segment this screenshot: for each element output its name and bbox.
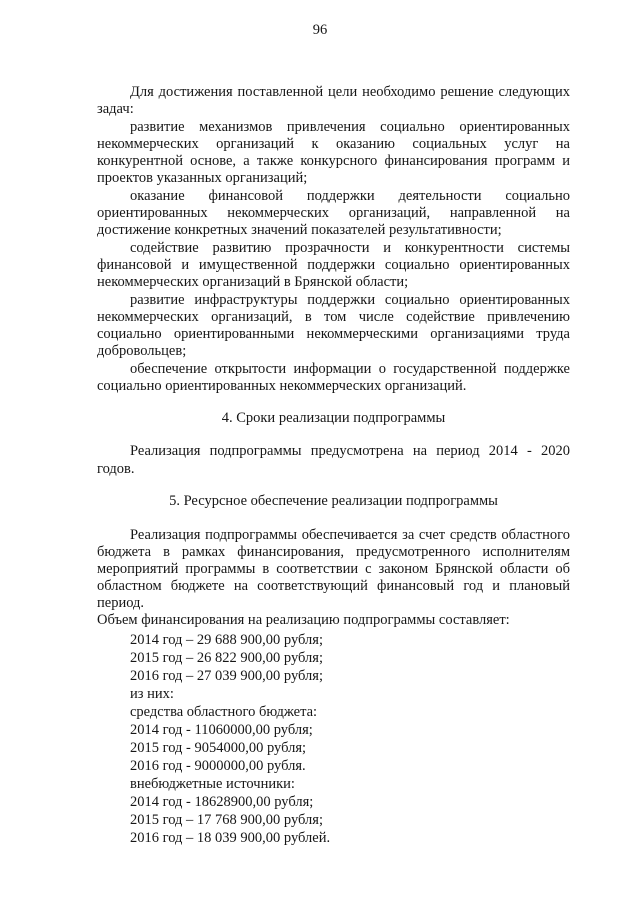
text-line: задач:	[97, 101, 134, 117]
list-item: 2015 год - 9054000,00 рубля;	[130, 740, 307, 756]
section-5-heading: 5. Ресурсное обеспечение реализации подпрограммы	[169, 493, 498, 509]
funding-volume-intro: Объем финансирования на реализацию подпрограммы составляет:	[97, 612, 510, 628]
list-item: из них:	[130, 686, 174, 702]
text-line: бюджета в рамках финансирования, предусмотренного исполнителям	[97, 544, 570, 560]
page-number: 96	[312, 22, 328, 38]
text-line: проектов указанных организаций;	[97, 170, 308, 186]
list-item: 2015 год – 17 768 900,00 рубля;	[130, 812, 323, 828]
text-line: Для достижения поставленной цели необходимо решение следующих	[130, 84, 570, 100]
text-line: областном бюджете на соответствующий финансовый год и плановый	[97, 578, 570, 594]
list-item: внебюджетные источники:	[130, 776, 295, 792]
list-item: 2016 год – 18 039 900,00 рублей.	[130, 830, 331, 846]
text-line: содействие развитию прозрачности и конкурентности системы	[130, 240, 570, 256]
text-line: конкурентной основе, а также конкурсного финансирования программ и	[97, 153, 570, 169]
text-line: некоммерческих организаций в Брянской области;	[97, 274, 409, 290]
text-line: достижение конкретных значений показателей результативности;	[97, 222, 502, 238]
list-item: 2016 год – 27 039 900,00 рубля;	[130, 668, 323, 684]
text-line: Реализация подпрограммы обеспечивается за счет средств областного	[130, 527, 570, 543]
list-item: средства областного бюджета:	[130, 704, 318, 720]
text-line: оказание финансовой поддержки деятельности социально	[130, 188, 570, 204]
text-line: мероприятий программы в соответствии с законом Брянской области об	[97, 561, 570, 577]
text-line: годов.	[97, 461, 135, 477]
text-line: ориентированных некоммерческих организаций, направленной на	[97, 205, 570, 221]
text-line: Реализация подпрограммы предусмотрена на период 2014 - 2020	[130, 443, 570, 459]
text-line: период.	[97, 595, 145, 611]
text-line: социально ориентированными некоммерческими организациями труда	[97, 326, 570, 342]
text-line: добровольцев;	[97, 343, 187, 359]
list-item: 2014 год – 29 688 900,00 рубля;	[130, 632, 323, 648]
list-item: 2014 год - 11060000,00 рубля;	[130, 722, 313, 738]
text-line: некоммерческих организаций к оказанию социальных услуг на	[97, 136, 570, 152]
text-line: развитие механизмов привлечения социально ориентированных	[130, 119, 570, 135]
text-line: обеспечение открытости информации о государственной поддержке	[130, 361, 570, 377]
text-line: развитие инфраструктуры поддержки социально ориентированных	[130, 292, 570, 308]
list-item: 2014 год - 18628900,00 рубля;	[130, 794, 314, 810]
list-item: 2016 год - 9000000,00 рубля.	[130, 758, 306, 774]
text-line: социально ориентированных некоммерческих организаций.	[97, 378, 467, 394]
list-item: 2015 год – 26 822 900,00 рубля;	[130, 650, 323, 666]
section-4-heading: 4. Сроки реализации подпрограммы	[221, 410, 446, 426]
text-line: финансовой и имущественной поддержки социально ориентированных	[97, 257, 570, 273]
text-line: некоммерческих организаций, в том числе содействие привлечению	[97, 309, 570, 325]
